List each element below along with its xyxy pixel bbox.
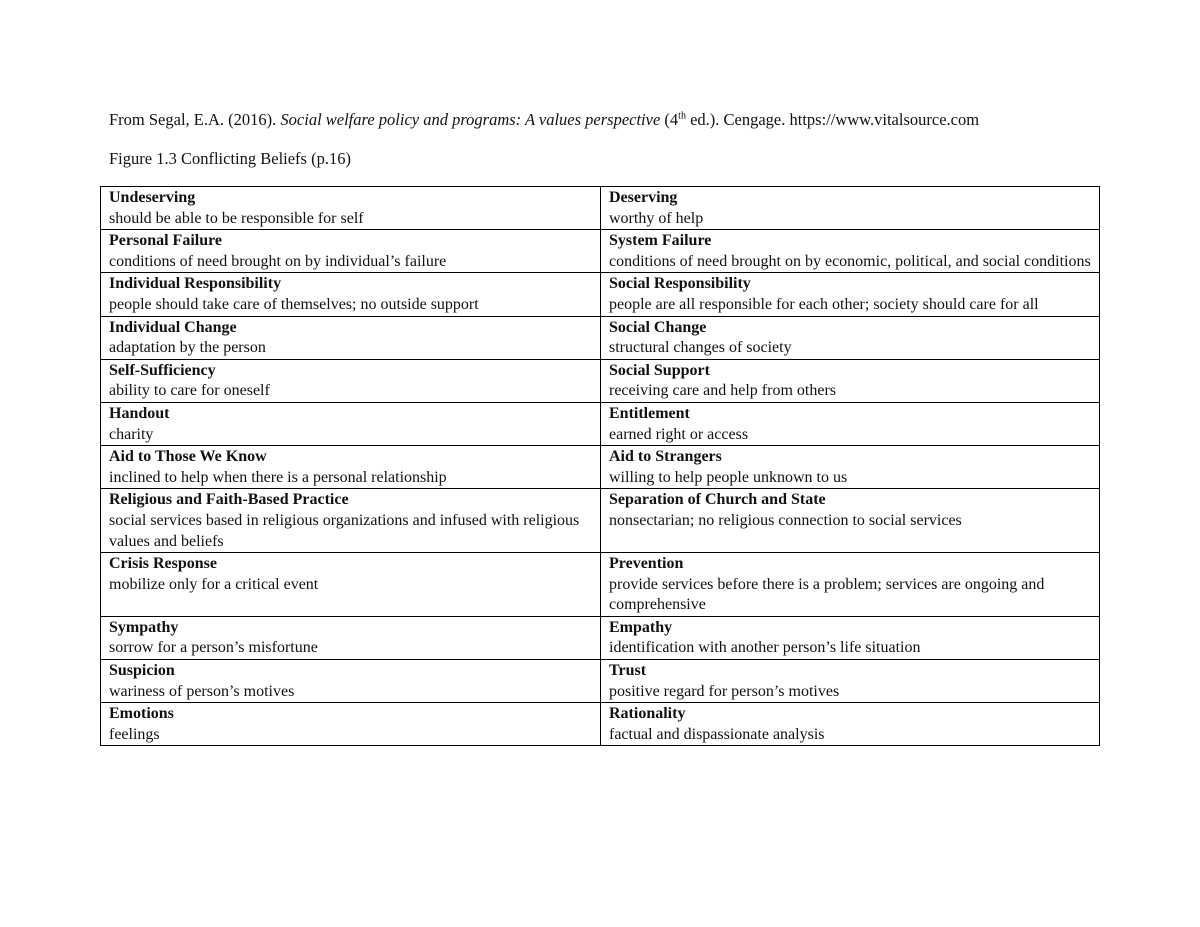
belief-description: conditions of need brought on by economic, political, and social conditions xyxy=(609,252,1091,270)
table-cell-right xyxy=(601,446,1100,489)
table-cell-right xyxy=(601,660,1100,703)
belief-description: worthy of help xyxy=(609,209,704,227)
belief-description: receiving care and help from others xyxy=(609,382,837,400)
table-row xyxy=(101,489,1100,553)
belief-description: sorrow for a person’s misfortune xyxy=(109,639,318,657)
belief-description: feelings xyxy=(109,725,160,743)
belief-description: ability to care for oneself xyxy=(109,382,270,400)
table-cell-left xyxy=(101,273,601,316)
table-cell-right xyxy=(601,187,1100,230)
table-row xyxy=(101,402,1100,445)
belief-description: provide services before there is a problem; services are ongoing and comprehensive xyxy=(609,575,1045,614)
citation-edition-close: ed.). Cengage. https://www.vitalsource.com xyxy=(685,110,980,129)
table-cell-right xyxy=(601,359,1100,402)
belief-term: Aid to Strangers xyxy=(609,448,722,466)
conflicting-beliefs-table xyxy=(100,186,1100,746)
belief-description: social services based in religious organizations and infused with religious values and beliefs xyxy=(109,511,580,550)
table-cell-left xyxy=(101,316,601,359)
belief-description: willing to help people unknown to us xyxy=(609,468,848,486)
belief-term: Personal Failure xyxy=(109,232,223,250)
belief-term: Trust xyxy=(609,662,647,680)
table-cell-right xyxy=(601,553,1100,617)
belief-term: System Failure xyxy=(609,232,712,250)
belief-term: Deserving xyxy=(609,189,678,206)
table-cell-right xyxy=(601,703,1100,746)
belief-term: Social Change xyxy=(609,318,707,336)
belief-description: nonsectarian; no religious connection to social services xyxy=(609,511,962,529)
table-cell-left xyxy=(101,553,601,617)
table-row xyxy=(101,273,1100,316)
table-row xyxy=(101,553,1100,617)
table-row xyxy=(101,359,1100,402)
citation-book-title: Social welfare policy and programs: A values perspective xyxy=(280,110,661,129)
belief-term: Emotions xyxy=(109,705,174,723)
table-cell-right xyxy=(601,402,1100,445)
belief-term: Suspicion xyxy=(109,662,175,680)
belief-term: Individual Change xyxy=(109,318,237,336)
citation-prefix: From Segal, E.A. (2016). xyxy=(109,110,281,129)
belief-term: Social Responsibility xyxy=(609,275,751,293)
table-row xyxy=(101,703,1100,746)
belief-term: Entitlement xyxy=(609,404,690,422)
belief-description: identification with another person’s life situation xyxy=(609,639,921,657)
table-cell-right xyxy=(601,616,1100,659)
belief-term: Self-Sufficiency xyxy=(109,361,216,379)
belief-term: Undeserving xyxy=(109,189,196,206)
belief-term: Rationality xyxy=(609,705,686,723)
table-cell-left xyxy=(101,703,601,746)
table-cell-right xyxy=(601,230,1100,273)
belief-description: positive regard for person’s motives xyxy=(609,682,840,700)
belief-description: adaptation by the person xyxy=(109,339,266,357)
belief-term: Prevention xyxy=(609,555,684,573)
table-row xyxy=(101,446,1100,489)
belief-term: Individual Responsibility xyxy=(109,275,282,293)
belief-description: people are all responsible for each other; society should care for all xyxy=(609,295,1039,313)
belief-description: earned right or access xyxy=(609,425,749,443)
citation-edition-superscript: th xyxy=(678,110,686,122)
table-cell-right xyxy=(601,273,1100,316)
table-cell-left xyxy=(101,230,601,273)
belief-term: Crisis Response xyxy=(109,555,218,573)
citation-edition-open: (4 xyxy=(660,110,679,129)
belief-term: Empathy xyxy=(609,618,673,636)
table-cell-left xyxy=(101,446,601,489)
belief-term: Social Support xyxy=(609,361,710,379)
belief-term: Sympathy xyxy=(109,618,179,636)
table-cell-right xyxy=(601,489,1100,553)
belief-description: people should take care of themselves; no outside support xyxy=(109,295,479,313)
figure-caption: Figure 1.3 Conflicting Beliefs (p.16) xyxy=(109,149,351,168)
citation xyxy=(109,109,979,131)
table-row xyxy=(101,616,1100,659)
belief-term: Separation of Church and State xyxy=(609,491,826,509)
belief-term: Religious and Faith-Based Practice xyxy=(109,491,349,509)
table-row xyxy=(101,316,1100,359)
table-cell-left xyxy=(101,187,601,230)
belief-term: Handout xyxy=(109,404,170,422)
belief-description: should be able to be responsible for self xyxy=(109,209,364,227)
belief-description: wariness of person’s motives xyxy=(109,682,295,700)
table-row xyxy=(101,230,1100,273)
belief-description: charity xyxy=(109,425,154,443)
table-row xyxy=(101,187,1100,230)
belief-description: inclined to help when there is a personal relationship xyxy=(109,468,447,486)
belief-description: conditions of need brought on by individual’s failure xyxy=(109,252,447,270)
belief-description: mobilize only for a critical event xyxy=(109,575,319,593)
belief-description: factual and dispassionate analysis xyxy=(609,725,825,743)
table-cell-right xyxy=(601,316,1100,359)
belief-description: structural changes of society xyxy=(609,339,792,357)
table-cell-left xyxy=(101,402,601,445)
table-cell-left xyxy=(101,359,601,402)
table-cell-left xyxy=(101,489,601,553)
table-cell-left xyxy=(101,616,601,659)
table-row xyxy=(101,660,1100,703)
table-body xyxy=(101,187,1100,746)
belief-term: Aid to Those We Know xyxy=(109,448,267,466)
table-cell-left xyxy=(101,660,601,703)
